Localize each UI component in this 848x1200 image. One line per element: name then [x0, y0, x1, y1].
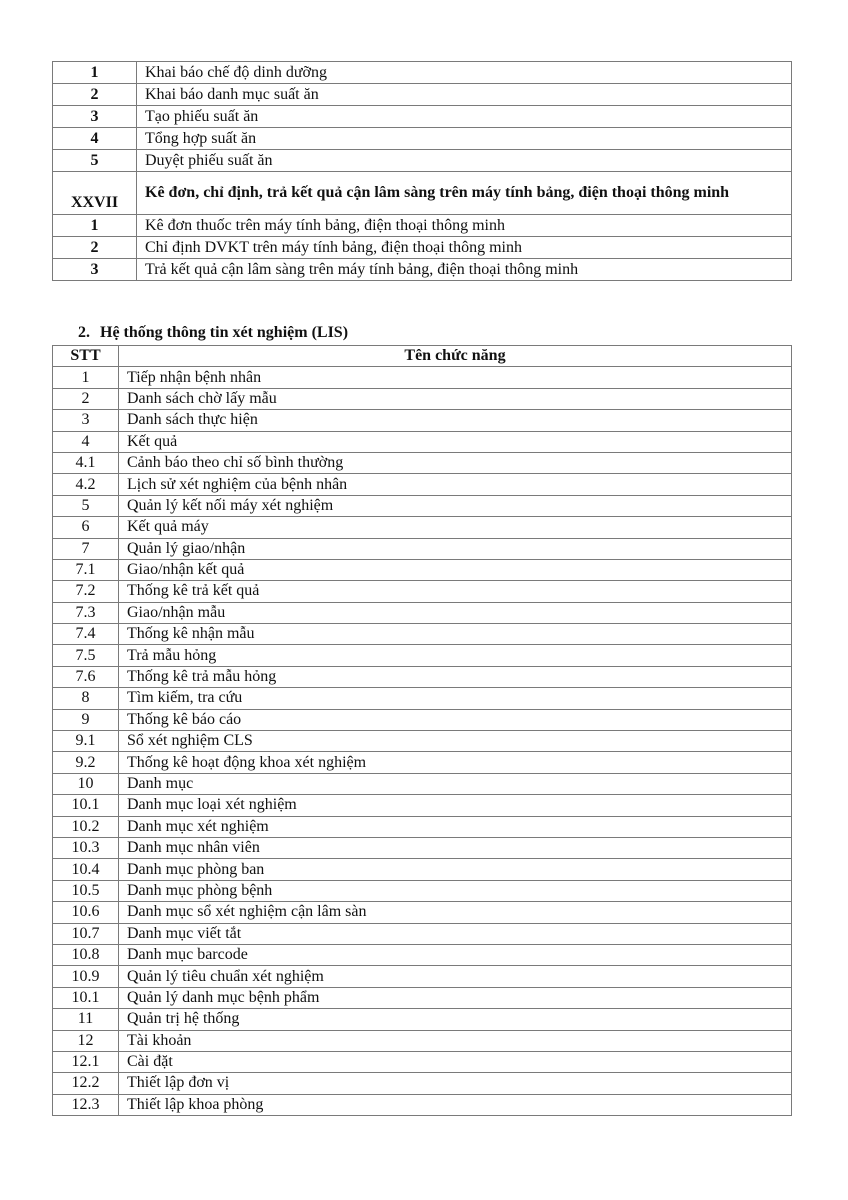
table-row — [53, 1009, 792, 1030]
row-function-name: Thống kê báo cáo — [119, 709, 792, 730]
row-function-name: Tổng hợp suất ăn — [137, 128, 792, 150]
table-row — [53, 452, 792, 473]
row-number: 9.2 — [53, 752, 119, 773]
row-function-name: Danh mục viết tắt — [119, 923, 792, 944]
table-row — [53, 837, 792, 858]
table-row — [53, 538, 792, 559]
table-row — [53, 237, 792, 259]
row-number: 1 — [53, 367, 119, 388]
table-row — [53, 1030, 792, 1051]
table-row — [53, 1094, 792, 1115]
row-number: 10.1 — [53, 987, 119, 1008]
table-row — [53, 880, 792, 901]
row-number: 9.1 — [53, 731, 119, 752]
row-function-name: Duyệt phiếu suất ăn — [137, 150, 792, 172]
table-row — [53, 150, 792, 172]
table-row — [53, 731, 792, 752]
table-row — [53, 752, 792, 773]
row-function-name: Khai báo danh mục suất ăn — [137, 84, 792, 106]
row-number: 2 — [53, 84, 137, 106]
row-function-name: Kê đơn thuốc trên máy tính bảng, điện thoại thông minh — [137, 215, 792, 237]
row-number: 10.8 — [53, 944, 119, 965]
section-number: 2. — [78, 324, 90, 341]
row-function-name: Chỉ định DVKT trên máy tính bảng, điện thoại thông minh — [137, 237, 792, 259]
row-function-name: Tìm kiếm, tra cứu — [119, 688, 792, 709]
table-row — [53, 495, 792, 516]
table-row — [53, 795, 792, 816]
row-number: 2 — [53, 237, 137, 259]
row-function-name: Khai báo chế độ dinh dưỡng — [137, 62, 792, 84]
table-row — [53, 410, 792, 431]
row-function-name: Danh mục — [119, 773, 792, 794]
row-number: 7.3 — [53, 602, 119, 623]
row-function-name: Danh mục xét nghiệm — [119, 816, 792, 837]
row-function-name: Tiếp nhận bệnh nhân — [119, 367, 792, 388]
table-row — [53, 388, 792, 409]
row-number: 10.6 — [53, 902, 119, 923]
table-row — [53, 106, 792, 128]
row-number: 10.9 — [53, 966, 119, 987]
row-number: 7.4 — [53, 624, 119, 645]
row-number: 7.6 — [53, 666, 119, 687]
row-function-name: Quản lý danh mục bệnh phẩm — [119, 987, 792, 1008]
row-function-name: Thiết lập đơn vị — [119, 1073, 792, 1094]
row-function-name: Danh mục nhân viên — [119, 837, 792, 858]
table-row — [53, 559, 792, 580]
row-number: 10.3 — [53, 837, 119, 858]
row-function-name: Thống kê trả mẫu hỏng — [119, 666, 792, 687]
header-stt: STT — [53, 346, 119, 367]
table-row — [53, 816, 792, 837]
row-function-name: Quản lý tiêu chuẩn xét nghiệm — [119, 966, 792, 987]
row-function-name: Danh mục loại xét nghiệm — [119, 795, 792, 816]
table-row — [53, 602, 792, 623]
table-row — [53, 773, 792, 794]
table-row — [53, 902, 792, 923]
row-function-name: Sổ xét nghiệm CLS — [119, 731, 792, 752]
row-number: 12.1 — [53, 1051, 119, 1072]
row-number: 5 — [53, 150, 137, 172]
row-number: 10.1 — [53, 795, 119, 816]
row-number: 5 — [53, 495, 119, 516]
row-function-name: Trả mẫu hỏng — [119, 645, 792, 666]
row-number: 3 — [53, 410, 119, 431]
row-function-name: Kết quả — [119, 431, 792, 452]
table-row — [53, 966, 792, 987]
row-function-name: Danh mục phòng ban — [119, 859, 792, 880]
row-function-name: Lịch sử xét nghiệm của bệnh nhân — [119, 474, 792, 495]
row-function-name: Danh sách thực hiện — [119, 410, 792, 431]
table-row — [53, 709, 792, 730]
row-function-name: Thống kê nhận mẫu — [119, 624, 792, 645]
row-function-name: Quản lý giao/nhận — [119, 538, 792, 559]
row-function-name: Tài khoản — [119, 1030, 792, 1051]
table-row — [53, 431, 792, 452]
row-function-name: Giao/nhận kết quả — [119, 559, 792, 580]
row-number: 10.4 — [53, 859, 119, 880]
row-number: 12.2 — [53, 1073, 119, 1094]
row-number: 7 — [53, 538, 119, 559]
row-number: 3 — [53, 259, 137, 281]
row-number: 8 — [53, 688, 119, 709]
row-number: 4.1 — [53, 452, 119, 473]
section-title: Hệ thống thông tin xét nghiệm (LIS) — [100, 324, 349, 341]
row-number: 10.2 — [53, 816, 119, 837]
row-number: 1 — [53, 215, 137, 237]
row-number: 7.5 — [53, 645, 119, 666]
row-number: 7.2 — [53, 581, 119, 602]
row-number: 12 — [53, 1030, 119, 1051]
row-function-name: Tạo phiếu suất ăn — [137, 106, 792, 128]
row-function-name: Danh sách chờ lấy mẫu — [119, 388, 792, 409]
table-row — [53, 474, 792, 495]
table-row — [53, 987, 792, 1008]
table-row — [53, 215, 792, 237]
table-row — [53, 259, 792, 281]
row-number: 1 — [53, 62, 137, 84]
row-function-name: Kê đơn, chỉ định, trả kết quả cận lâm sàng trên máy tính bảng, điện thoại thông minh — [137, 172, 792, 215]
row-number: 11 — [53, 1009, 119, 1030]
row-function-name: Giao/nhận mẫu — [119, 602, 792, 623]
table-header-row — [53, 346, 792, 367]
row-number: 10.5 — [53, 880, 119, 901]
row-function-name: Danh mục phòng bệnh — [119, 880, 792, 901]
row-function-name: Thiết lập khoa phòng — [119, 1094, 792, 1115]
table-row — [53, 1051, 792, 1072]
row-number: 4 — [53, 431, 119, 452]
row-function-name: Danh mục sổ xét nghiệm cận lâm sàn — [119, 902, 792, 923]
row-number: 4.2 — [53, 474, 119, 495]
header-function-name: Tên chức năng — [119, 346, 792, 367]
row-function-name: Kết quả máy — [119, 517, 792, 538]
row-function-name: Danh mục barcode — [119, 944, 792, 965]
table-row — [53, 688, 792, 709]
table-row — [53, 581, 792, 602]
table-row — [53, 62, 792, 84]
table-row — [53, 1073, 792, 1094]
section-heading — [78, 323, 348, 343]
function-table-continued — [52, 61, 792, 281]
lis-function-table — [52, 345, 792, 1116]
table-row — [53, 172, 792, 215]
table-row — [53, 645, 792, 666]
table-row — [53, 666, 792, 687]
table-row — [53, 517, 792, 538]
row-number: 10.7 — [53, 923, 119, 944]
row-number: 7.1 — [53, 559, 119, 580]
row-number: 4 — [53, 128, 137, 150]
table-row — [53, 923, 792, 944]
table-row — [53, 624, 792, 645]
row-number: XXVII — [53, 172, 137, 215]
table-row — [53, 84, 792, 106]
row-function-name: Thống kê trả kết quả — [119, 581, 792, 602]
row-function-name: Cảnh báo theo chỉ số bình thường — [119, 452, 792, 473]
row-number: 9 — [53, 709, 119, 730]
row-function-name: Quản lý kết nối máy xét nghiệm — [119, 495, 792, 516]
row-number: 6 — [53, 517, 119, 538]
row-number: 2 — [53, 388, 119, 409]
row-function-name: Thống kê hoạt động khoa xét nghiệm — [119, 752, 792, 773]
row-function-name: Cài đặt — [119, 1051, 792, 1072]
table-row — [53, 944, 792, 965]
row-function-name: Trả kết quả cận lâm sàng trên máy tính bảng, điện thoại thông minh — [137, 259, 792, 281]
row-function-name: Quản trị hệ thống — [119, 1009, 792, 1030]
table-row — [53, 859, 792, 880]
row-number: 10 — [53, 773, 119, 794]
row-number: 3 — [53, 106, 137, 128]
row-number: 12.3 — [53, 1094, 119, 1115]
table-row — [53, 367, 792, 388]
table-row — [53, 128, 792, 150]
